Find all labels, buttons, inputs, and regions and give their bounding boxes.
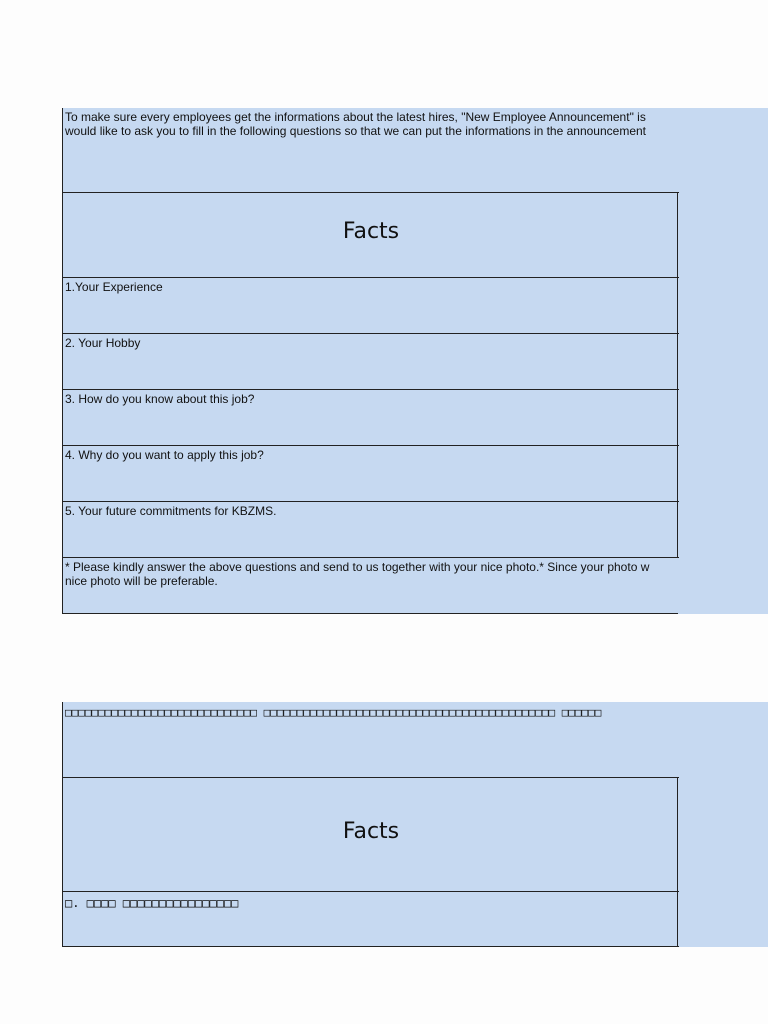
question-label: 1.Your Experience [65, 280, 163, 294]
facts-header-cell-mm[interactable] [62, 778, 678, 891]
question-cell-mm-1[interactable] [62, 892, 678, 947]
english-form-section [62, 108, 768, 614]
question-cell-motivation[interactable] [62, 446, 678, 502]
question-cell-hobby[interactable] [62, 334, 678, 390]
intro-cell[interactable] [62, 108, 678, 192]
facts-heading: Facts [342, 219, 400, 244]
section-bottom-border [62, 613, 678, 614]
sheet-fill-right [678, 702, 768, 947]
section-bottom-border [62, 946, 679, 947]
note-cell[interactable] [62, 558, 678, 614]
question-cell-experience[interactable] [62, 278, 678, 334]
note-line-2: nice photo will be preferable. [65, 574, 218, 588]
question-cell-job-source[interactable] [62, 390, 678, 446]
note-line-1: * Please kindly answer the above questions and send to us together with your nice photo.* Since your photo w [65, 560, 650, 574]
facts-header-cell[interactable] [62, 193, 678, 278]
intro-line-mm: □□□□□□□□□□□□□□□□□□□□□□□□□□□□□ □□□□□□□□□□□□□□□□□□□□□□□□□□□□□□□□□□□□□□□□□□□□ □□□□□□ [65, 706, 602, 719]
intro-line-1: To make sure every employees get the informations about the latest hires, "New Employee Announcement" is [65, 110, 646, 124]
question-cell-commitments[interactable] [62, 502, 678, 558]
question-label: 2. Your Hobby [65, 336, 141, 350]
myanmar-form-section [62, 702, 768, 947]
question-label: 3. How do you know about this job? [65, 392, 255, 406]
facts-heading-mm: Facts [342, 819, 400, 844]
intro-cell-mm[interactable] [62, 702, 678, 777]
sheet-fill-right [678, 108, 768, 614]
intro-line-2: would like to ask you to fill in the following questions so that we can put the informations in the announcement [65, 124, 647, 138]
question-label: 5. Your future commitments for KBZMS. [65, 504, 277, 518]
question-label-mm: □. □□□□ □□□□□□□□□□□□□□□□ [65, 896, 239, 910]
question-label: 4. Why do you want to apply this job? [65, 448, 264, 462]
